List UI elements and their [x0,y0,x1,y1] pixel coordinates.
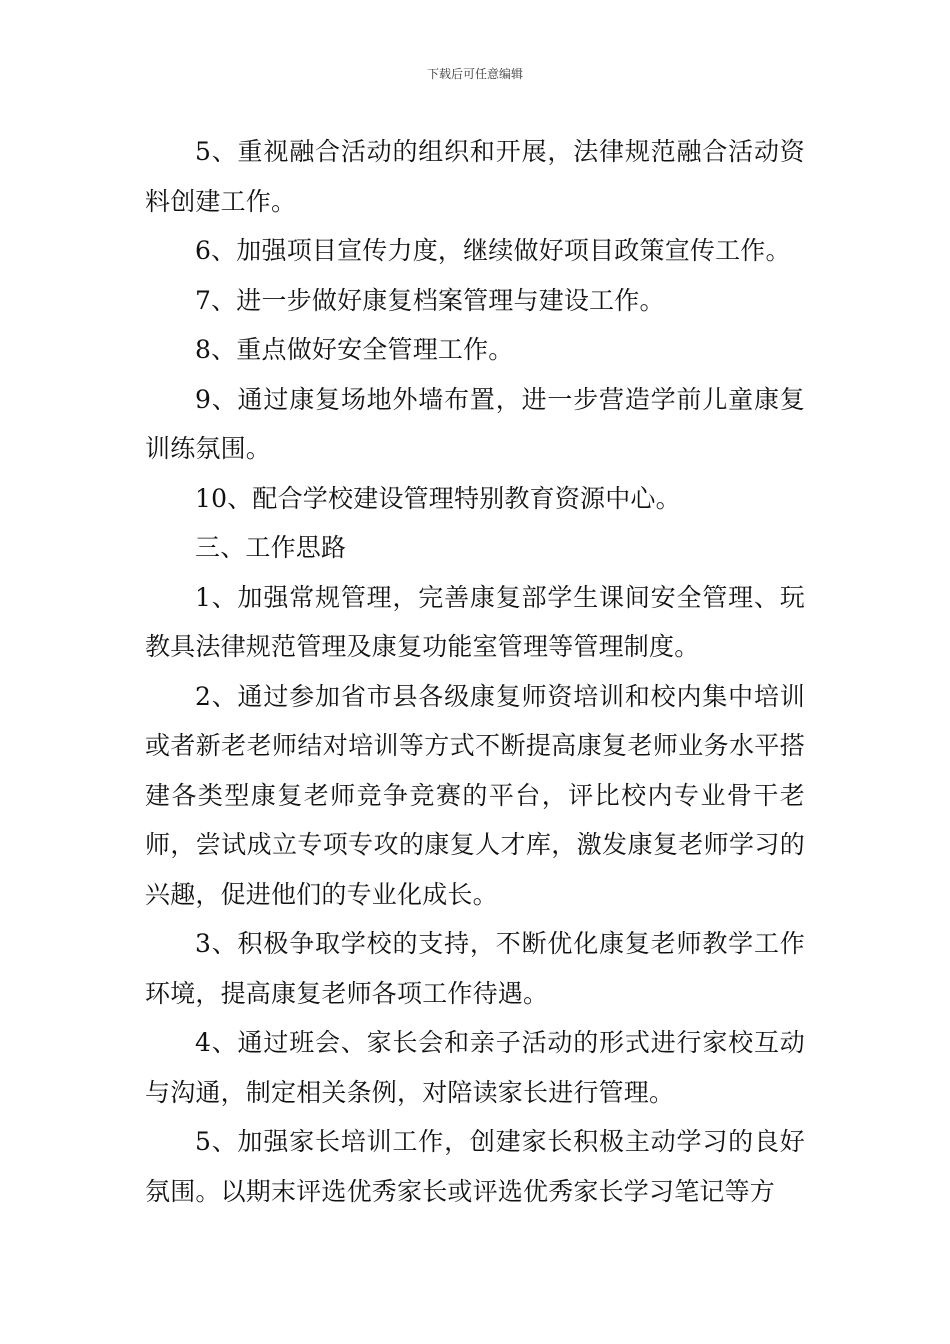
paragraph-idea-1-management: 1、加强常规管理，完善康复部学生课间安全管理、玩教具法律规范管理及康复功能室管理等管理制度。 [145,582,805,661]
paragraph-idea-4-home-school: 4、通过班会、家长会和亲子活动的形式进行家校互动与沟通，制定相关条例，对陪读家长进行管理。 [145,1028,805,1107]
paragraph-item-6-publicity: 6、加强项目宣传力度，继续做好项目政策宣传工作。 [195,236,791,265]
page-header-note: 下载后可任意编辑 [426,67,523,81]
paragraph-idea-5-parent-training: 5、加强家长培训工作，创建家长积极主动学习的良好氛围。以期末评选优秀家长或评选优秀家长学习笔记等方 [145,1127,805,1206]
paragraph-item-7-archives: 7、进一步做好康复档案管理与建设工作。 [195,285,665,315]
paragraph-item-9-environment: 9、通过康复场地外墙布置，进一步营造学前儿童康复训练氛围。 [145,384,805,463]
paragraph-item-10-resource-center: 10、配合学校建设管理特别教育资源中心。 [195,483,681,513]
paragraph-idea-3-support: 3、积极争取学校的支持，不断优化康复老师教学工作环境，提高康复老师各项工作待遇。 [145,929,805,1008]
section-heading-work-ideas: 三、工作思路 [195,533,347,562]
document-body [145,127,805,1216]
paragraph-idea-2-training: 2、通过参加省市县各级康复师资培训和校内集中培训或者新老老师结对培训等方式不断提高康复老师业务水平搭建各类型康复老师竞争竞赛的平台，评比校内专业骨干老师，尝试成立专项专攻的康复人才库，激发康复老师学习的兴趣，促进他们的专业化成长。 [145,681,805,909]
paragraph-item-5-integration: 5、重视融合活动的组织和开展，法律规范融合活动资料创建工作。 [145,137,805,216]
paragraph-item-8-safety: 8、重点做好安全管理工作。 [195,335,514,364]
